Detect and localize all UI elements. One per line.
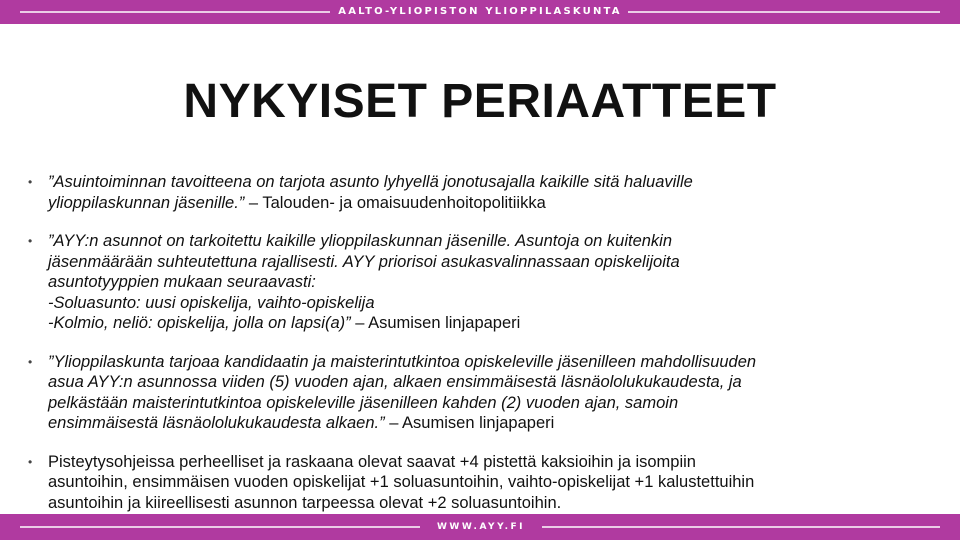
bullet-list <box>28 172 928 514</box>
footer-website-link[interactable]: WWW.AYY.FI <box>436 522 526 532</box>
bullet-item-1 <box>28 172 928 213</box>
header-divider-left <box>20 11 330 13</box>
bullet-3-line-1: • ”Ylioppilaskunta tarjoaa kandidaatin ja maisterintutkintoa opiskeleville jäsenilleen mahdollisuuden <box>48 352 757 371</box>
bullet-3-line-2: asua AYY:n asunnossa viiden (5) vuoden ajan, alkaen ensimmäisestä läsnäololukukaudesta, ja <box>48 373 742 391</box>
header-organization-label: AALTO-YLIOPISTON YLIOPPILASKUNTA <box>338 6 622 17</box>
footer-divider-left <box>20 526 420 528</box>
header-divider-right <box>628 11 940 13</box>
bullet-2-line-1: • ”AYY:n asunnot on tarkoitettu kaikille ylioppilaskunnan jäsenille. Asuntoja on kuitenkin <box>48 232 673 250</box>
bullet-1-line-1: • ”Asuintoiminnan tavoitteena on tarjota asunto lyhyellä jonotusajalla kaikille sitä haluaville <box>48 173 693 191</box>
bullet-3-line-3: pelkästään maisterintutkintoa opiskeleville jäsenilleen kahden (2) vuoden ajan, samoin <box>48 393 679 412</box>
bullet-2-source: – Asumisen linjapaperi <box>350 314 521 332</box>
bullet-1-quote <box>48 172 928 213</box>
bullet-1-line-2-text: ylioppilaskunnan jäsenille.” <box>48 193 245 212</box>
bullet-4-line-2: asuntoihin, ensimmäisen vuoden opiskelijat +1 soluasuntoihin, vaihto-opiskelijat +1 kalustettuihin <box>48 473 755 491</box>
bullet-3-source: – Asumisen linjapaperi <box>384 414 555 432</box>
bullet-2-line-4: -Soluasunto: uusi opiskelija, vaihto-opiskelija <box>48 293 375 312</box>
bullet-3-line-4 <box>48 413 928 434</box>
bullet-2-line-3: asuntotyyppien mukaan seuraavasti: <box>48 273 316 291</box>
bullet-3-quote <box>48 352 928 434</box>
bullet-4-line-3: asuntoihin ja kiireellisesti asunnon tarpeessa olevat +2 soluasuntoihin. <box>48 493 562 512</box>
bullet-1-line-2 <box>48 193 928 214</box>
header-bar <box>0 0 960 24</box>
footer-bar <box>0 514 960 540</box>
bullet-2-line-5-text: -Kolmio, neliö: opiskelija, jolla on lapsi(a)” <box>48 314 351 332</box>
footer-divider-right <box>542 526 940 528</box>
bullet-2-quote <box>48 231 928 334</box>
bullet-1-source: – Talouden- ja omaisuudenhoitopolitiikka <box>244 193 546 212</box>
bullet-4-line-1: • Pisteytysohjeissa perheelliset ja raskaana olevat saavat +4 pistettä kaksioihin ja isompiin <box>48 452 696 471</box>
bullet-2-line-5 <box>48 313 928 334</box>
bullet-3-line-4-text: ensimmäisestä läsnäololukukaudesta alkaen.” <box>48 414 385 432</box>
bullet-item-2 <box>28 231 928 334</box>
bullet-item-4 <box>28 452 928 514</box>
bullet-2-line-2: jäsenmäärään suhteutettuna rajallisesti. AYY priorisoi asukasvalinnassaan opiskelijoita <box>48 252 680 271</box>
slide-title: NYKYISET PERIAATTEET <box>183 75 777 128</box>
bullet-item-3 <box>28 352 928 434</box>
